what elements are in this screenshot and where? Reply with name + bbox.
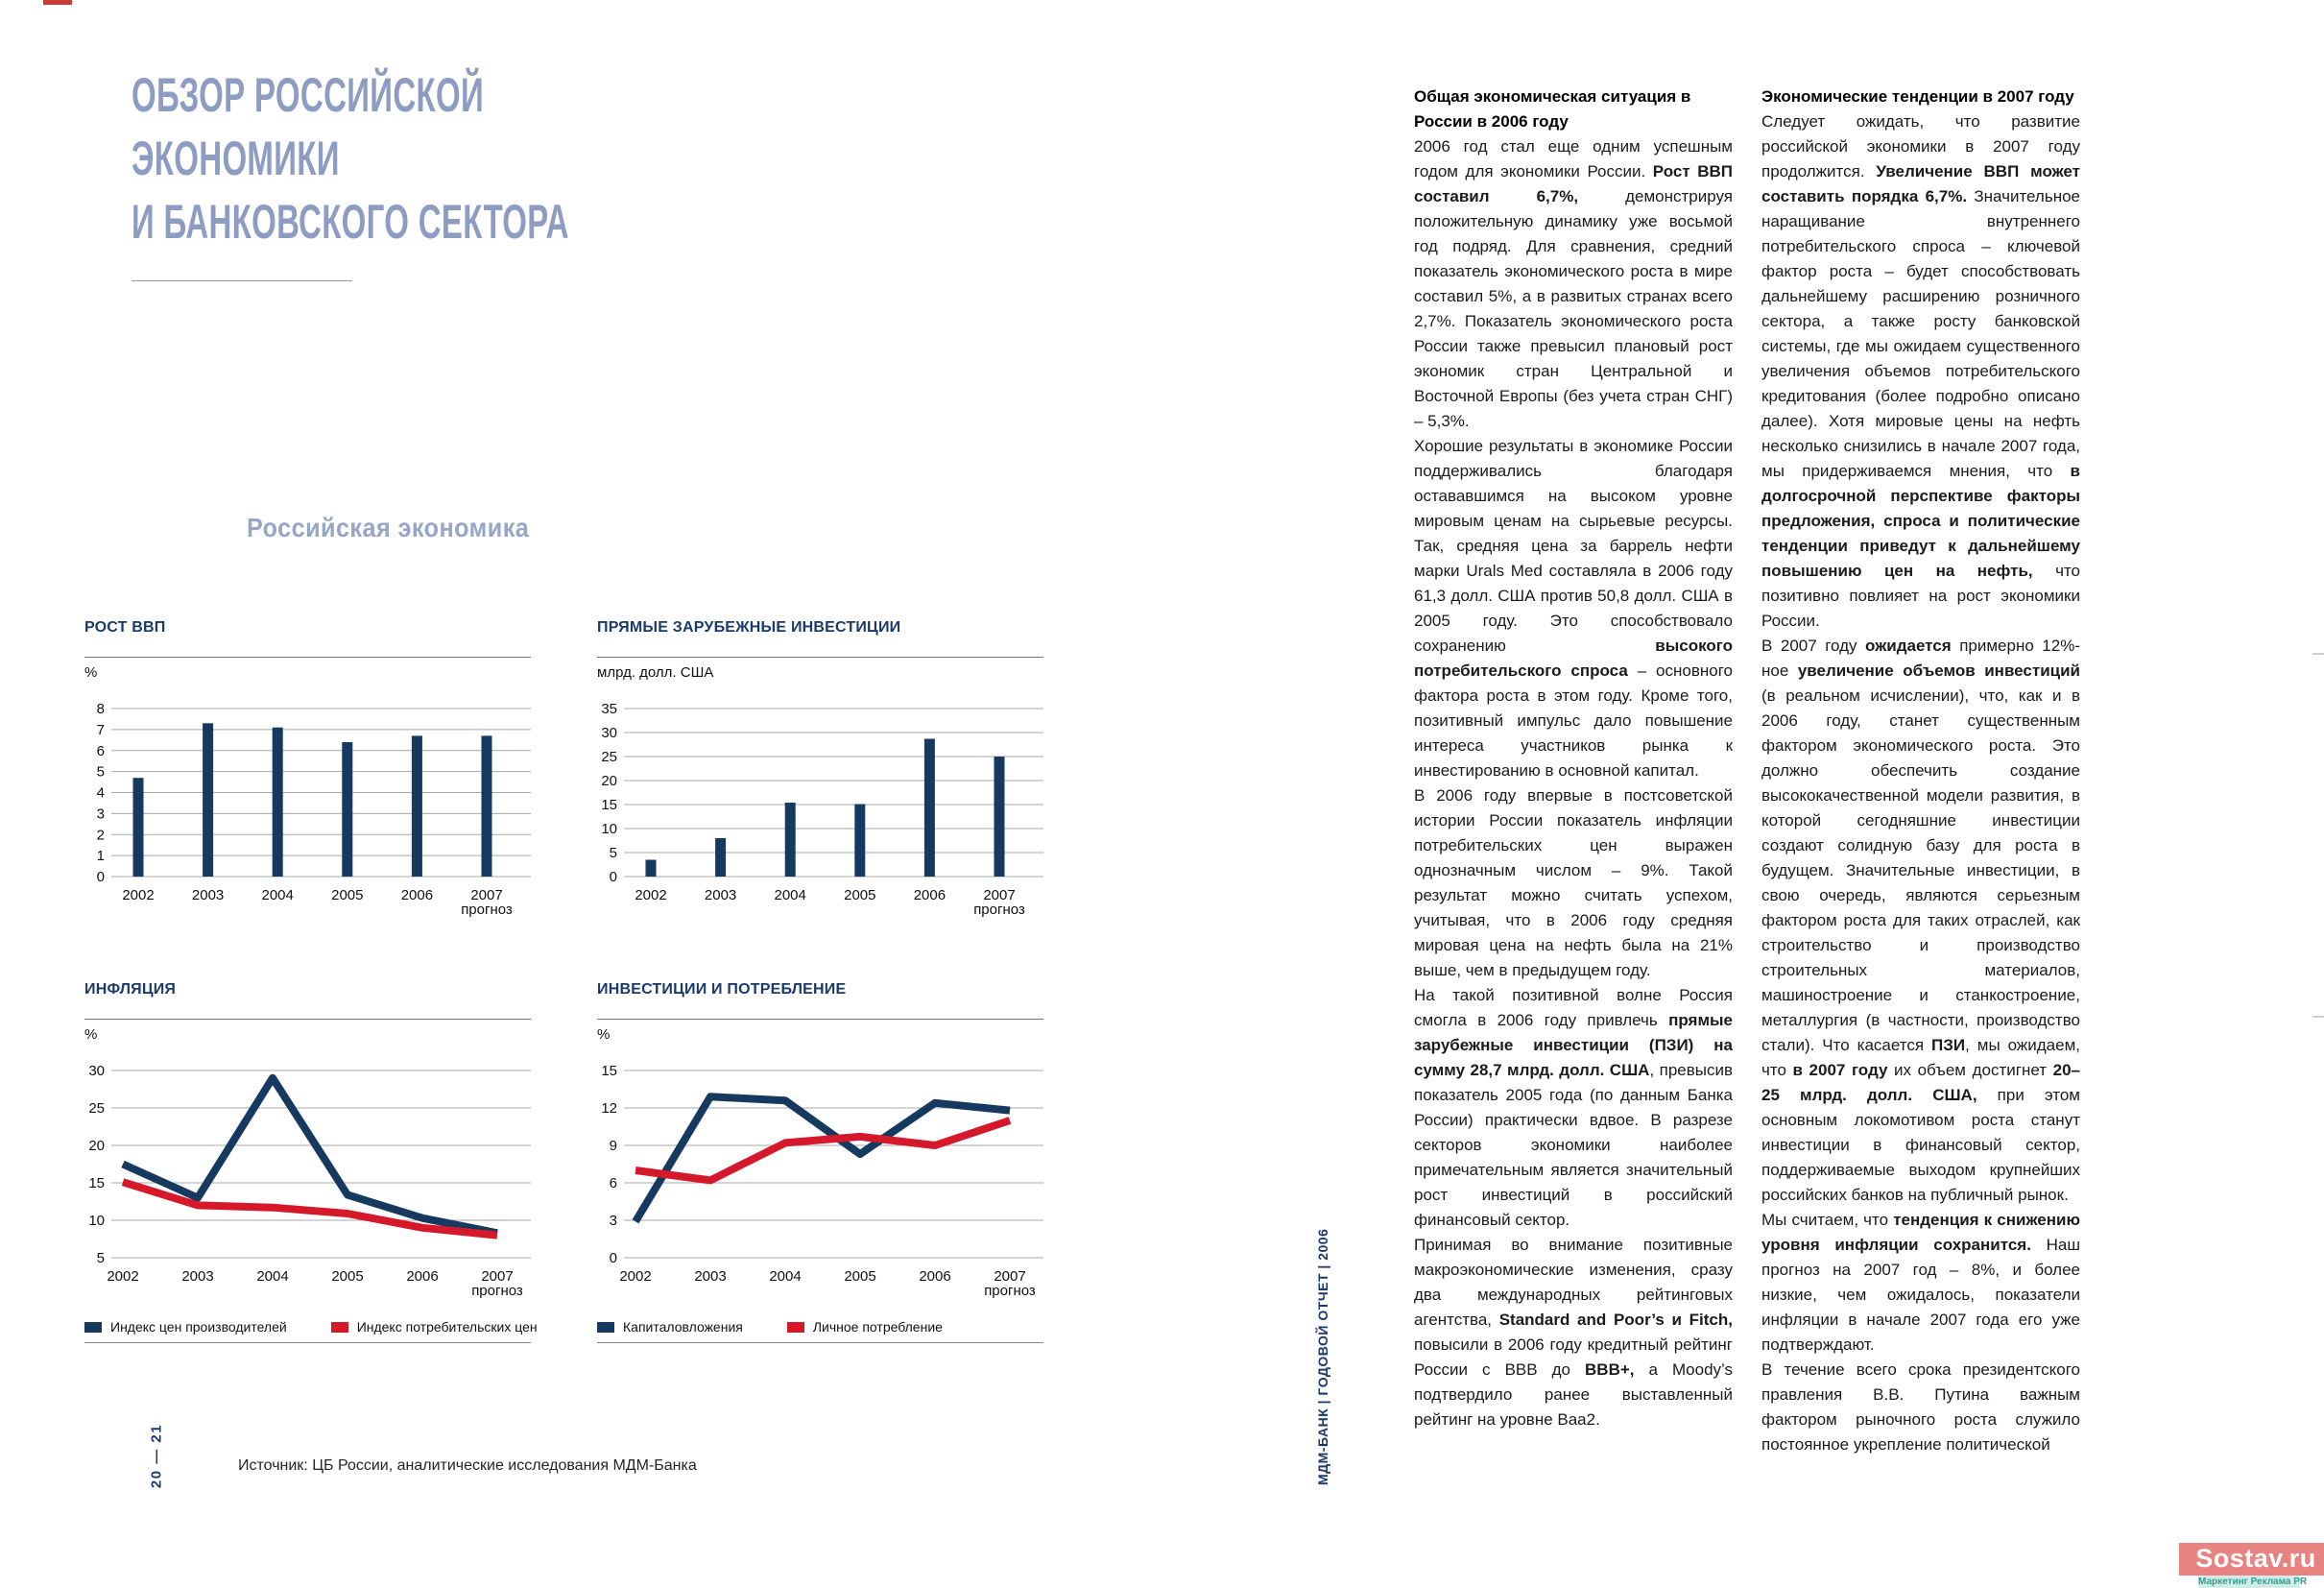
svg-text:2005: 2005 [331, 1268, 364, 1285]
svg-text:15: 15 [88, 1175, 105, 1191]
article-economic-situation-2006 [1414, 84, 1733, 1432]
chart-rule [84, 657, 531, 658]
svg-text:2003: 2003 [191, 887, 225, 903]
corner-red-mark [43, 0, 72, 5]
article-paragraph: Принимая во внимание позитивные макроэкономические изменения, сразу два международных рейтинговых агентства, Standard and Poor’s и Fitch, повысили в 2006 году кредитный рейтинг России с ВВВ до ВВВ+, а Moody’s подтвердило ранее выставленный рейтинг на уровне Ваа2. [1414, 1236, 1733, 1429]
svg-text:10: 10 [88, 1213, 105, 1229]
chart-title: РОСТ ВВП [84, 619, 166, 636]
svg-text:2006: 2006 [406, 1268, 439, 1285]
svg-text:2004: 2004 [769, 1268, 802, 1285]
article-paragraph: В 2007 году ожидается примерно 12%-ное увеличение объемов инвестиций (в реальном исчислении), что, как и в 2006 году, станет существенным фактором экономического роста. Это должно обеспечить создание высококачественной модели развития, в которой сегодняшние инвестиции создают солидную базу для роста в будущем. Значительные инвестиции, в свою очередь, являются серьезным фактором роста для таких отраслей, как строительство и производство строительных материалов, машиностроение и станкостроение, металлургия (в частности, производство стали). Что касается ПЗИ, мы ожидаем, что в 2007 году их объем достигнет 20–25 млрд. долл. США, при этом основным локомотивом роста станут инвестиции в финансовый сектор, поддерживаемые выходом крупнейших российских банков на публичный рынок. [1761, 637, 2080, 1204]
svg-text:10: 10 [601, 821, 617, 837]
svg-text:0: 0 [609, 1250, 617, 1266]
legend-swatch [84, 1322, 102, 1333]
svg-text:20: 20 [601, 773, 617, 789]
page-title [132, 63, 569, 253]
article-body [1761, 109, 2080, 1457]
svg-text:25: 25 [601, 749, 617, 765]
article-economic-trends-2007 [1761, 84, 2080, 1457]
svg-text:30: 30 [88, 1063, 105, 1079]
chart-rule [597, 1019, 1043, 1020]
svg-text:1: 1 [96, 848, 105, 865]
article-paragraph: В 2006 году впервые в постсоветской истории России показатель инфляции потребительских цен выражен однозначным числом – 9%. Такой результат можно считать успехом, учитывая, что в 2006 году средняя мировая цена на нефть была на 21% выше, чем в предыдущем году. [1414, 786, 1733, 979]
article-paragraph: 2006 год стал еще одним успешным годом для экономики России. Рост ВВП составил 6,7%, демонстрируя положительную динамику уже восьмой год подряд. Для сравнения, средний показатель экономического роста в мире составил 5%, а в развитых странах всего 2,7%. Показатель экономического роста России также превысил плановый рост экономик стран Центральной и Восточной Европы (без учета стран СНГ) – 5,3%. [1414, 137, 1733, 430]
legend-item [787, 1319, 943, 1335]
article-paragraph: Мы считаем, что тенденция к снижению уровня инфляции сохранится. Наш прогноз на 2007 год – 8%, и более низкие, чем ожидалось, показатели инфляции в начале 2007 года его уже подтверждают. [1761, 1211, 2080, 1354]
chart-unit-label: % [84, 1026, 98, 1043]
svg-text:3: 3 [96, 806, 105, 823]
page-number: 20 — 21 [148, 1423, 165, 1489]
article-heading: Общая экономическая ситуация в России в 2006 году [1414, 87, 1691, 131]
svg-text:2004: 2004 [774, 887, 806, 903]
svg-text:6: 6 [609, 1175, 617, 1191]
svg-text:5: 5 [609, 845, 617, 861]
chart-legend [84, 1319, 538, 1335]
svg-text:2005: 2005 [331, 887, 364, 903]
legend-label: Индекс потребительских цен [356, 1319, 538, 1335]
svg-text:2007прогноз: 2007 прогноз [471, 1268, 523, 1299]
svg-text:7: 7 [96, 721, 105, 738]
svg-text:2005: 2005 [844, 887, 876, 903]
legend-label: Личное потребление [812, 1319, 943, 1335]
chart-bottom-rule [597, 1342, 1043, 1343]
chart-unit-label: % [597, 1026, 611, 1043]
page-title-line-3: И БАНКОВСКОГО СЕКТОРА [132, 195, 569, 249]
chart-title: ИНФЛЯЦИЯ [84, 981, 177, 998]
chart-bottom-rule [84, 1342, 531, 1343]
chart-plot [84, 677, 531, 919]
legend-item [597, 1319, 743, 1335]
chart-rule [597, 657, 1043, 658]
sostav-logo: Sostav.ru [2179, 1543, 2324, 1576]
svg-text:0: 0 [96, 869, 105, 885]
chart-inflation [84, 981, 538, 1346]
chart-rule [84, 1019, 531, 1020]
svg-text:5: 5 [96, 763, 105, 781]
svg-text:2007прогноз: 2007 прогноз [461, 887, 513, 918]
legend-item [331, 1319, 538, 1335]
legend-swatch [331, 1322, 348, 1333]
legend-label: Индекс цен производителей [110, 1319, 287, 1335]
article-paragraph: На такой позитивной волне Россия смогла в 2006 году привлечь прямые зарубежные инвестиции (ПЗИ) на сумму 28,7 млрд. долл. США, превысив показатель 2005 года (по данным Банка России) практически вдвое. В разрезе секторов экономики наиболее примечательным является значительный рост инвестиций в российский финансовый сектор. [1414, 986, 1734, 1229]
article-paragraph: Следует ожидать, что развитие российской экономики в 2007 году продолжится. Увеличение ВВП может составить порядка 6,7%. Значительное наращивание внутреннего потребительского спроса – ключевой фактор роста – будет способствовать дальнейшему расширению розничного сектора, а также росту банковской системы, где мы ожидаем существенного увеличения объемов потребительского кредитования (более подробно описано далее). Хотя мировые цены на нефть несколько снизились в начале 2007 года, мы придерживаемся мнения, что в долгосрочной перспективе факторы предложения, спроса и политические тенденции приведут к дальнейшему повышению цен на нефть, что позитивно повлияет на рост экономики России. [1761, 112, 2080, 630]
svg-text:6: 6 [96, 742, 105, 759]
spine-label: МДМ-БАНК | ГОДОВОЙ ОТЧЕТ | 2006 [1315, 1228, 1330, 1485]
svg-text:2003: 2003 [704, 887, 737, 903]
svg-text:2: 2 [96, 827, 105, 844]
svg-text:2006: 2006 [400, 887, 434, 903]
svg-text:2005: 2005 [844, 1268, 876, 1285]
svg-text:5: 5 [96, 1250, 105, 1266]
page-title-line-1: ОБЗОР РОССИЙСКОЙ [132, 68, 485, 122]
svg-text:2007прогноз: 2007 прогноз [984, 1268, 1036, 1299]
svg-text:25: 25 [88, 1100, 105, 1117]
svg-text:2003: 2003 [181, 1268, 214, 1285]
chart-plot [597, 1039, 1043, 1300]
svg-text:20: 20 [88, 1138, 105, 1154]
legend-swatch [787, 1322, 804, 1333]
chart-plot [84, 1039, 531, 1300]
chart-gdp-growth [84, 619, 531, 984]
section-label: Российская экономика [247, 513, 530, 542]
svg-text:2004: 2004 [256, 1268, 289, 1285]
legend-label: Капиталовложения [623, 1319, 743, 1335]
svg-text:30: 30 [601, 725, 617, 741]
svg-text:4: 4 [96, 784, 105, 802]
article-paragraph: Хорошие результаты в экономике России поддерживались благодаря остававшимся на высоком уровне мировым ценам на сырьевые ресурсы. Так, средняя цена за баррель нефти марки Urals Med составляла в 2006 году 61,3 долл. США против 50,8 долл. США в 2005 году. Это способствовало сохранению высокого потребительского спроса – основного фактора роста в этом году. Кроме того, позитивный импульс дало повышение интереса участников рынка к инвестированию в основной капитал. [1414, 437, 1733, 780]
svg-text:35: 35 [601, 701, 617, 717]
sostav-watermark [2179, 1543, 2324, 1588]
svg-text:2006: 2006 [913, 887, 946, 903]
svg-text:15: 15 [601, 1063, 617, 1079]
svg-text:3: 3 [609, 1213, 617, 1229]
legend-swatch [597, 1322, 614, 1333]
legend-item [84, 1319, 287, 1335]
chart-legend [597, 1319, 943, 1335]
svg-text:2002: 2002 [107, 1268, 139, 1285]
svg-text:0: 0 [609, 869, 617, 885]
source-note: Источник: ЦБ России, аналитические исследования МДМ-Банка [238, 1457, 697, 1474]
chart-title: ПРЯМЫЕ ЗАРУБЕЖНЫЕ ИНВЕСТИЦИИ [597, 619, 901, 636]
svg-text:12: 12 [601, 1100, 617, 1117]
svg-text:2004: 2004 [261, 887, 294, 903]
chart-unit-label: % [84, 664, 98, 681]
chart-unit-label: млрд. долл. США [597, 664, 714, 681]
chart-plot [597, 677, 1043, 919]
article-paragraph: В течение всего срока президентского правления В.В. Путина важным фактором рыночного роста служило постоянное укрепление политической [1761, 1360, 2080, 1454]
svg-text:15: 15 [601, 797, 617, 813]
svg-text:8: 8 [96, 701, 105, 717]
sostav-tagline: Маркетинг Реклама PR [2198, 1576, 2308, 1587]
title-underline-rule [132, 280, 352, 281]
chart-foreign-direct-investment [597, 619, 1043, 984]
svg-text:2006: 2006 [919, 1268, 951, 1285]
article-body [1414, 134, 1733, 1432]
svg-text:2003: 2003 [694, 1268, 727, 1285]
page-edge-artifact [2312, 1016, 2324, 1018]
page-edge-artifact [2312, 653, 2324, 655]
svg-text:2002: 2002 [122, 887, 155, 903]
chart-title: ИНВЕСТИЦИИ И ПОТРЕБЛЕНИЕ [597, 981, 847, 998]
svg-text:2002: 2002 [635, 887, 667, 903]
chart-investment-consumption [597, 981, 1043, 1346]
svg-text:2007прогноз: 2007 прогноз [973, 887, 1025, 918]
svg-text:9: 9 [609, 1138, 617, 1154]
article-heading: Экономические тенденции в 2007 году [1761, 87, 2074, 106]
page-title-line-2: ЭКОНОМИКИ [132, 132, 340, 185]
svg-text:2002: 2002 [619, 1268, 652, 1285]
